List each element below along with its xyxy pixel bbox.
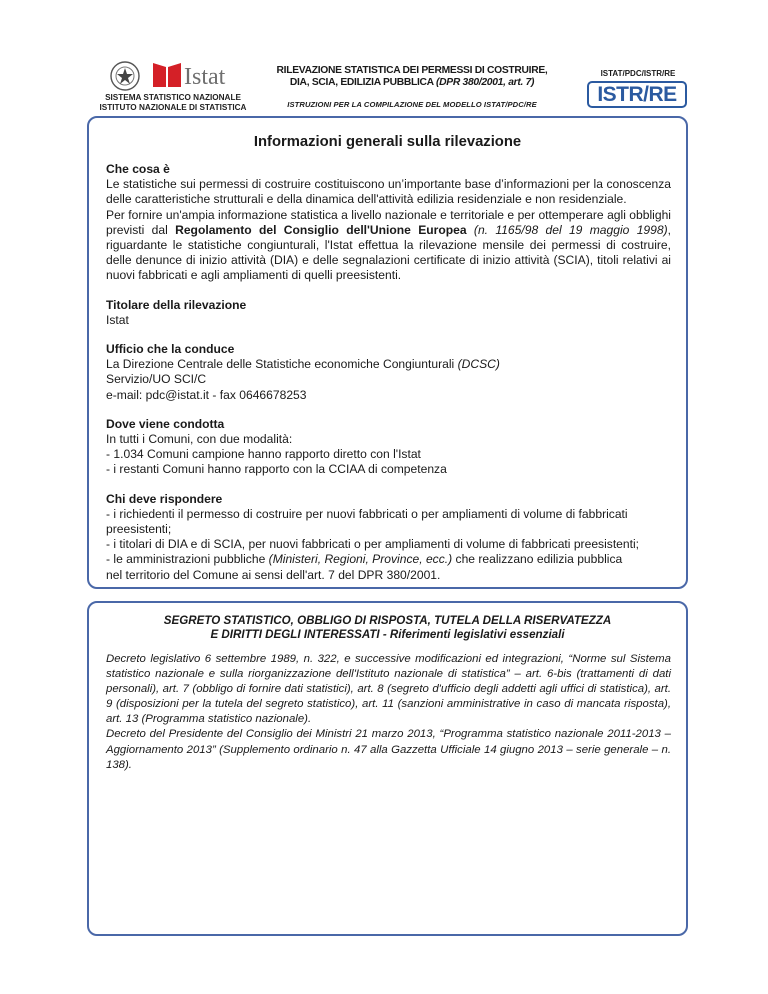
legal-heading: SEGRETO STATISTICO, OBBLIGO DI RISPOSTA, TUTELA DELLA RISERVATEZZA E DIRITTI DEGLI INTERESSATI - Riferimenti legislativi essenziali: [163, 614, 612, 641]
istat-logo: [150, 60, 236, 90]
page-header: [0, 56, 768, 116]
section-who: Chi deve rispondere - i richiedenti il permesso di costruire per nuovi fabbricati o per ampliamenti di volume di fabbricati preesistenti; - i titolari di DIA e di SCIA, per nuovi fabbricati o per ampliamenti di volume di fabbricati preesistenti; - le amministrazioni pubbliche (Ministeri, Regioni, Province, ecc.) che realizzano edilizia pubblica nel territorio del Comune ai sensi dell'art. 7 del DPR 380/2001.: [106, 491, 640, 582]
general-info-title: Informazioni generali sulla rilevazione: [253, 134, 522, 150]
instructions-subtitle: ISTRUZIONI PER LA COMPILAZIONE DEL MODELLO ISTAT/PDC/RE: [287, 100, 537, 109]
legal-box: [87, 601, 688, 936]
general-info-box: [87, 116, 688, 589]
section-owner: Titolare della rilevazione Istat: [106, 297, 247, 327]
republic-emblem-icon: [108, 60, 142, 92]
section-office: Ufficio che la conduce La Direzione Centrale delle Statistiche economiche Congiunturali (DCSC) Servizio/UO SCI/C e-mail: pdc@istat.it - fax 0646678253: [106, 342, 500, 402]
form-badge: ISTR/RE: [587, 81, 687, 108]
organization-name: SISTEMA STATISTICO NAZIONALE ISTITUTO NAZIONALE DI STATISTICA: [99, 93, 247, 112]
form-code: ISTAT/PDC/ISTR/RE: [600, 69, 676, 78]
section-what: Che cosa è Le statistiche sui permessi di costruire costituiscono un’importante base d’informazioni per la conoscenza delle caratteristiche strutturali e della dinamica dell'attività edilizia residenziale e non residenziale. Per fornire un'ampia informazione statistica a livello nazionale e territoriale e per ottemperare agli obblighi previsti dal Regolamento del Consiglio dell'Unione Europea (n. 1165/98 del 19 maggio 1998), riguardante le statistiche congiunturali, l'Istat effettua la rilevazione mensile dei permessi di costruire, delle denunce di inizio attività (DIA) e delle segnalazioni certificate di inizio attività (SCIA), titoli relativi ai nuovi fabbricati e agli ampliamenti di quelli preesistenti.: [106, 162, 672, 283]
survey-title: RILEVAZIONE STATISTICA DEI PERMESSI DI COSTRUIRE, DIA, SCIA, EDILIZIA PUBBLICA (DPR 380/2001, art. 7): [276, 65, 548, 88]
general-info-content: [106, 162, 671, 597]
logo-text: Istat: [184, 64, 226, 90]
section-where: Dove viene condotta In tutti i Comuni, con due modalità: - 1.034 Comuni campione hanno rapporto diretto con l'Istat - i restanti Comuni hanno rapporto con la CCIAA di competenza: [106, 416, 447, 477]
legal-body: Decreto legislativo 6 settembre 1989, n. 322, e successive modificazioni ed integrazioni, “Norme sul Sistema statistico nazionale e sulla riorganizzazione dell'Istituto nazionale di statistica” – art. 6-bis (trattamenti di dati personali), art. 7 (obbligo di fornire dati statistici), art. 8 (segreto d'ufficio degli addetti agli uffici di statistica), art. 9 (disposizioni per la tutela del segreto statistico), art. 11 (sanzioni amministrative in caso di mancata risposta), art. 13 (Programma statistico nazionale). Decreto del Presidente del Consiglio dei Ministri 21 marzo 2013, “Programma statistico nazionale 2011-2013 – Aggiornamento 2013” (Supplemento ordinario n. 47 alla Gazzetta Ufficiale 14 giugno 2013 – serie generale – n. 138).: [106, 653, 671, 771]
